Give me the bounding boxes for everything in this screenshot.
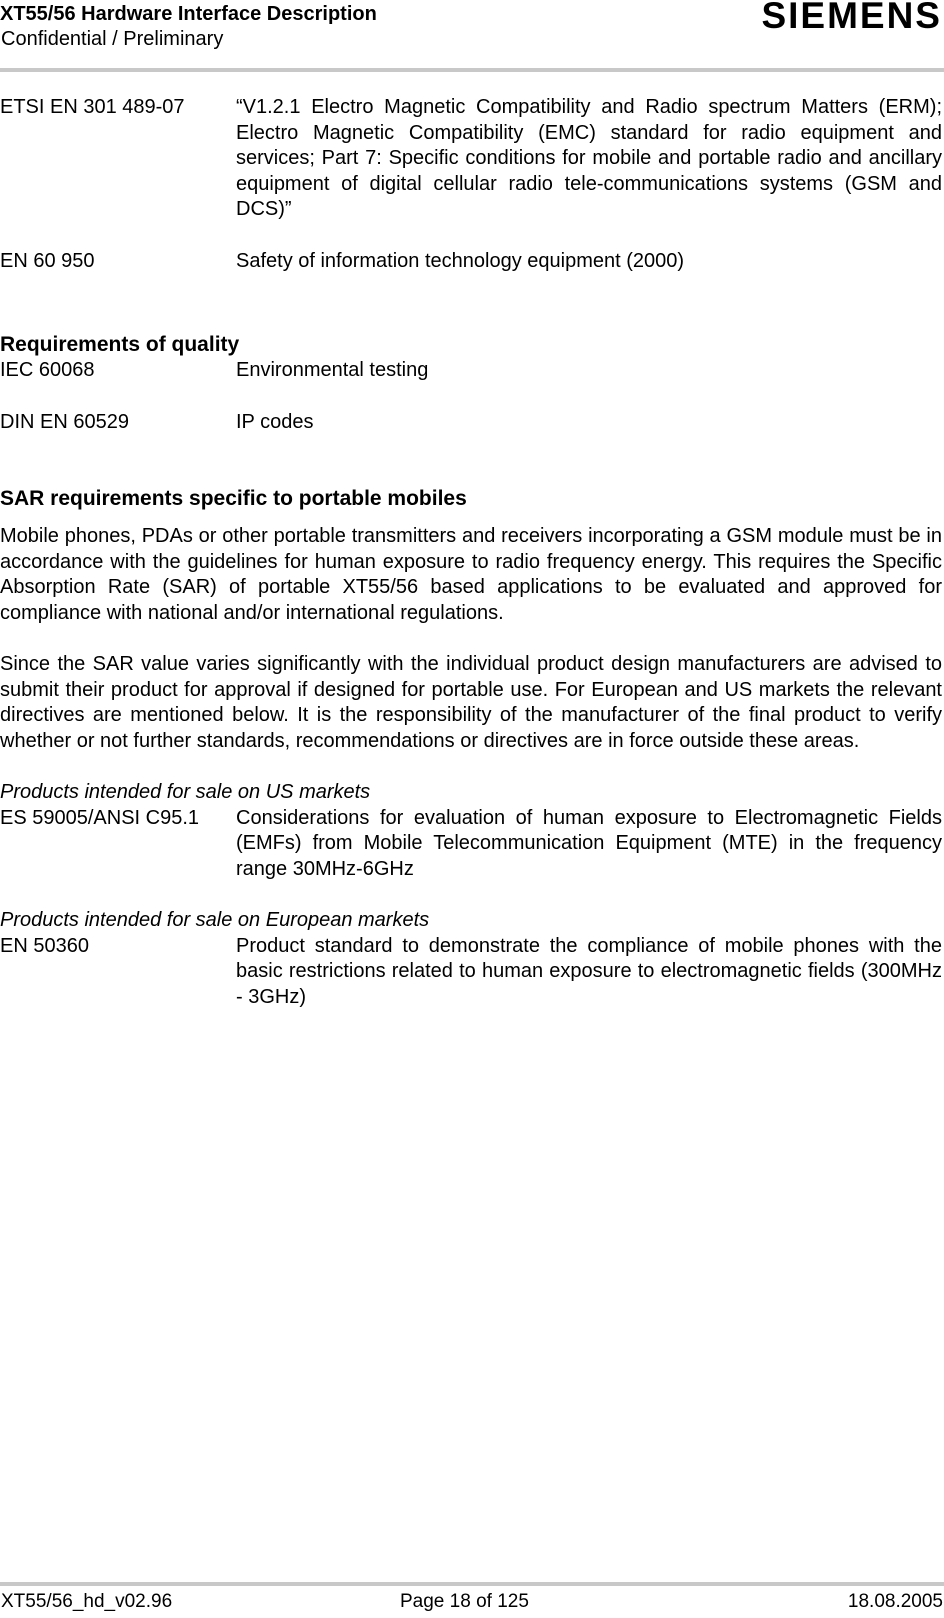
us-standard-row: [0, 806, 944, 883]
quality-row: [0, 410, 944, 436]
standard-row: [0, 249, 944, 275]
standard-description: Product standard to demonstrate the compliance of mobile phones with the basic restrictions related to human exposure to electromagnetic fields (300MHz - 3GHz): [236, 934, 942, 1008]
standard-id: EN 50360: [0, 934, 89, 957]
siemens-logo: SIEMENS: [761, 0, 942, 36]
sar-paragraph: Mobile phones, PDAs or other portable transmitters and receivers incorporating a GSM module must be in accordance with the guidelines for human exposure to radio frequency energy. This requires the Specific Absorption Rate (SAR) of portable XT55/56 based applications to be evaluated and approved for compliance with national and/or international regulations.: [0, 525, 942, 624]
spacer: [0, 384, 944, 410]
standard-id: ETSI EN 301 489-07: [0, 96, 185, 118]
header-divider: [0, 68, 944, 72]
standard-description: “V1.2.1 Electro Magnetic Compatibility and Radio spectrum Matters (ERM); Electro Magnetic Compatibility (EMC) standard for radio equipment and services; Part 7: Specific conditions for mobile and portable radio and ancillary equipment of digital cellular radio tele-communications systems (GSM and DCS)”: [236, 96, 942, 220]
standard-description: Considerations for evaluation of human exposure to Electromagnetic Fields (EMFs) from Mobile Telecommunication Equipment (MTE) in the frequency range 30MHz-6GHz: [236, 806, 942, 880]
spacer: [0, 223, 944, 249]
standard-description: Safety of information technology equipment (2000): [236, 249, 685, 272]
standard-id: IEC 60068: [0, 359, 95, 381]
eu-markets-heading: Products intended for sale on European markets: [0, 909, 430, 931]
standard-id: DIN EN 60529: [0, 410, 129, 433]
footer-doc-id: XT55/56_hd_v02.96: [1, 1591, 173, 1612]
spacer: [0, 512, 944, 524]
standard-description: IP codes: [236, 410, 314, 433]
page-content: [0, 95, 944, 1010]
spacer: [0, 626, 944, 652]
document-subtitle: Confidential / Preliminary: [1, 28, 224, 50]
spacer: [0, 882, 944, 908]
standard-id: ES 59005/ANSI C95.1: [0, 806, 200, 829]
standard-id: EN 60 950: [0, 249, 95, 272]
sar-heading: SAR requirements specific to portable mobiles: [0, 487, 467, 510]
standard-row: [0, 95, 944, 223]
footer-date: 18.08.2005: [847, 1591, 943, 1612]
spacer: [0, 274, 944, 331]
quality-heading: Requirements of quality: [0, 333, 240, 356]
spacer: [0, 754, 944, 780]
quality-row: [0, 358, 944, 384]
eu-standard-row: [0, 934, 944, 1011]
footer-page-number: Page 18 of 125: [400, 1591, 529, 1612]
page-header: [0, 0, 944, 70]
document-title: XT55/56 Hardware Interface Description: [0, 3, 377, 25]
footer-divider: [0, 1582, 944, 1586]
us-markets-heading: Products intended for sale on US markets: [0, 781, 371, 803]
page-footer: [0, 1588, 944, 1618]
sar-paragraph: Since the SAR value varies significantly with the individual product design manufacturers are advised to submit their product for approval if designed for portable use. For European and US markets the relevant directives are mentioned below. It is the responsibility of the manufacturer of the final product to verify whether or not further standards, recommendations or directives are in force outside these areas.: [0, 653, 942, 752]
spacer: [0, 435, 944, 485]
standard-description: Environmental testing: [236, 359, 429, 381]
